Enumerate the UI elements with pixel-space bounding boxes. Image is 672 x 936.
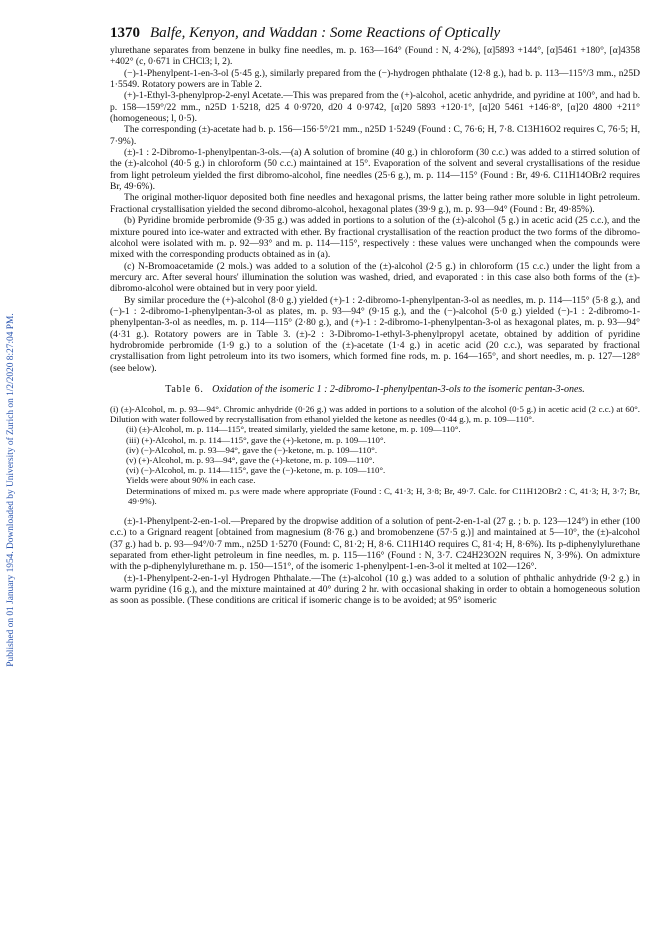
table-caption <box>110 384 640 396</box>
table-line: (v) (+)-Alcohol, m. p. 93—94°, gave the (+)-ketone, m. p. 109—110°. <box>126 454 375 465</box>
running-title: Balfe, Kenyon, and Waddan : Some Reactions of Optically <box>150 25 501 41</box>
paragraph: (+)-1-Ethyl-3-phenylprop-2-enyl Acetate.—This was prepared from the (+)-alcohol, acetic anhydride, and pyridine at 100°, and had b. p. 158—159°/22 mm., n25D 1·5218, d25 4 0·9720, d20 4 0·9742, [α]20 5893 +120·1°, [α]20 5461 +146·8°, [α]20 4800 +211° (homogeneous; l, 0·5). <box>110 90 640 125</box>
paragraph: The corresponding (±)-acetate had b. p. 156—156·5°/21 mm., n25D 1·5249 (Found : C, 76·6; H, 7·8. C13H16O2 requires C, 76·5; H, 7·9%). <box>110 124 640 147</box>
paragraph: (±)-1-Phenylpent-2-en-1-ol.—Prepared by the dropwise addition of a solution of pent-2-en-1-al (27 g. ; b. p. 123—124°) in ether (100 c.c.) to a Grignard reagent [obtained from magnesium (8·76 g.) and bromobenzene (57·5 g.)] and maintained at 5—10°, the (±)-alcohol (37 g.) had b. p. 93—94°/0·7 mm., n25D 1·5270 (Found: C, 81·2; H, 8·6. C11H14O requires C, 81·4; H, 8·6%). Its p-diphenylylurethane separated from ether-light petroleum in fine needles, m. p. 115—116° (Found : N, 3·7. C24H23O2N requires N, 3·9%). On admixture with the p-diphenylylurethane m. p. 150—151°, of the isomeric 1-phenylpent-1-en-3-ol it melted at 102—126°. <box>110 516 640 573</box>
paragraph: (c) N-Bromoacetamide (2 mols.) was added to a solution of the (±)-alcohol (2·5 g.) in chloroform (15 c.c.) under the light from a mercury arc. After several hours' illumination the solution was washed, dried, and evaporated : in this case also both forms of the (±)-dibromo-alcohol were obtained but in very poor yield. <box>110 260 640 295</box>
table-line: (iii) (+)-Alcohol, m. p. 114—115°, gave the (+)-ketone, m. p. 109—110°. <box>126 434 386 445</box>
running-header <box>110 24 640 42</box>
paragraph: (b) Pyridine bromide perbromide (9·35 g.) was added in portions to a solution of the (±)-alcohol (5 g.) in acetic acid (25 c.c.), and the mixture poured into ice-water and extracted with ether. By fractional crystallisation of the reaction product the two forms of the dibromo-alcohol were isolated with m. p. 92—93° and m. p. 114—115°, respectively : these values were unchanged when the compounds were mixed with the corresponding products obtained as in (a). <box>110 215 640 261</box>
paragraph: By similar procedure the (+)-alcohol (8·0 g.) yielded (+)-1 : 2-dibromo-1-phenylpentan-3-ol as needles, m. p. 114—115° (5·8 g.), and (−)-1 : 2-dibromo-1-phenylpentan-3-ol as plates, m. p. 93—94° (9·15 g.), and the (−)-alcohol (5·0 g.) yielded (−)-1 : 2-dibromo-1-phenylpentan-3-ol as needles, m. p. 114—115° (2·80 g.), and (+)-1 : 2-dibromo-1-phenylpentan-3-ol as hexagonal plates, m. p. 93—94° (4·31 g.). Rotatory powers are in Table 3. (±)-2 : 3-Dibromo-1-ethyl-3-phenylpropyl acetate, obtained by addition of pyridine hydrobromide perbromide (1·9 g.) to a solution of the (±)-acetate (1·4 g.) in acetic acid (20 c.c.), was separated by fractional crystallisation from light petroleum into its two isomers, which formed fine rods, m. p. 164—165°, and short needles, m. p. 127—128° (see below). <box>110 294 640 374</box>
body-text <box>110 45 640 374</box>
table-line: (iv) (−)-Alcohol, m. p. 93—94°, gave the (−)-ketone, m. p. 109—110°. <box>126 444 378 455</box>
download-watermark <box>4 60 18 920</box>
table-label: Table 6. <box>165 383 204 395</box>
table-line: (ii) (±)-Alcohol, m. p. 114—115°, treated similarly, yielded the same ketone, m. p. 109—110°. <box>126 424 461 435</box>
table-6 <box>110 404 640 506</box>
table-line: Determinations of mixed m. p.s were made where appropriate (Found : C, 41·3; H, 3·8; Br, 49·7. Calc. for C11H12OBr2 : C, 41·3; H, 3·7; Br, 49·9%). <box>126 485 640 506</box>
paragraph: ylurethane separates from benzene in bulky fine needles, m. p. 163—164° (Found : N, 4·2%), [α]5893 +144°, [α]5461 +180°, [α]4358 +402° (c, 0·671 in CHCl3; l, 2). <box>110 45 640 68</box>
page-number: 1370 <box>110 25 140 41</box>
body-text-continued <box>110 516 640 607</box>
download-watermark-text: Published on 01 January 1954. Downloaded by University of Zurich on 1/2/2020 8:27:04 PM. <box>6 313 16 667</box>
table-title: Oxidation of the isomeric 1 : 2-dibromo-1-phenylpentan-3-ols to the isomeric pentan-3-ones. <box>212 383 585 395</box>
paragraph: (±)-1-Phenylpent-2-en-1-yl Hydrogen Phthalate.—The (±)-alcohol (10 g.) was added to a solution of phthalic anhydride (9·2 g.) in warm pyridine (16 g.), and the mixture maintained at 40° during 2 hr. with occasional shaking in order to obtain a homogeneous solution as soon as possible. (These conditions are critical if isomeric change is to be avoided; at 95° isomeric <box>110 572 640 607</box>
table-line: (vi) (−)-Alcohol, m. p. 114—115°, gave the (−)-ketone, m. p. 109—110°. <box>126 465 386 476</box>
table-line: (i) (±)-Alcohol, m. p. 93—94°. Chromic anhydride (0·26 g.) was added in portions to a solution of the alcohol (0·5 g.) in acetic acid (2 c.c.) at 60°. Dilution with water followed by recrystallisation from ethanol yielded the ketone as needles (0·44 g.), m. p. 109—110°. <box>110 403 640 425</box>
paragraph: (−)-1-Phenylpent-1-en-3-ol (5·45 g.), similarly prepared from the (−)-hydrogen phthalate (12·8 g.), had b. p. 113—115°/3 mm., n25D 1·5549. Rotatory powers are in Table 2. <box>110 67 640 91</box>
paragraph: The original mother-liquor deposited both fine needles and hexagonal prisms, the latter being rather more soluble in light petroleum. Fractional crystallisation yielded the second dibromo-alcohol, hexagonal plates (39·9 g.), m. p. 93—94° (Found : Br, 49·85%). <box>110 192 640 215</box>
table-line: Yields were about 90% in each case. <box>126 475 256 486</box>
paragraph: (±)-1 : 2-Dibromo-1-phenylpentan-3-ols.—(a) A solution of bromine (40 g.) in chloroform (30 c.c.) was added to a stirred solution of the (±)-alcohol (40·5 g.) in chloroform (50 c.c.) maintained at 15°. Evaporation of the solvent and several crystallisations of the residue from light petroleum yielded the first dibromo-alcohol, fine needles (25·6 g.), m. p. 114—115° (Found : Br, 49·6. C11H14OBr2 requires Br, 49·6%). <box>110 147 640 193</box>
journal-page <box>110 24 640 607</box>
